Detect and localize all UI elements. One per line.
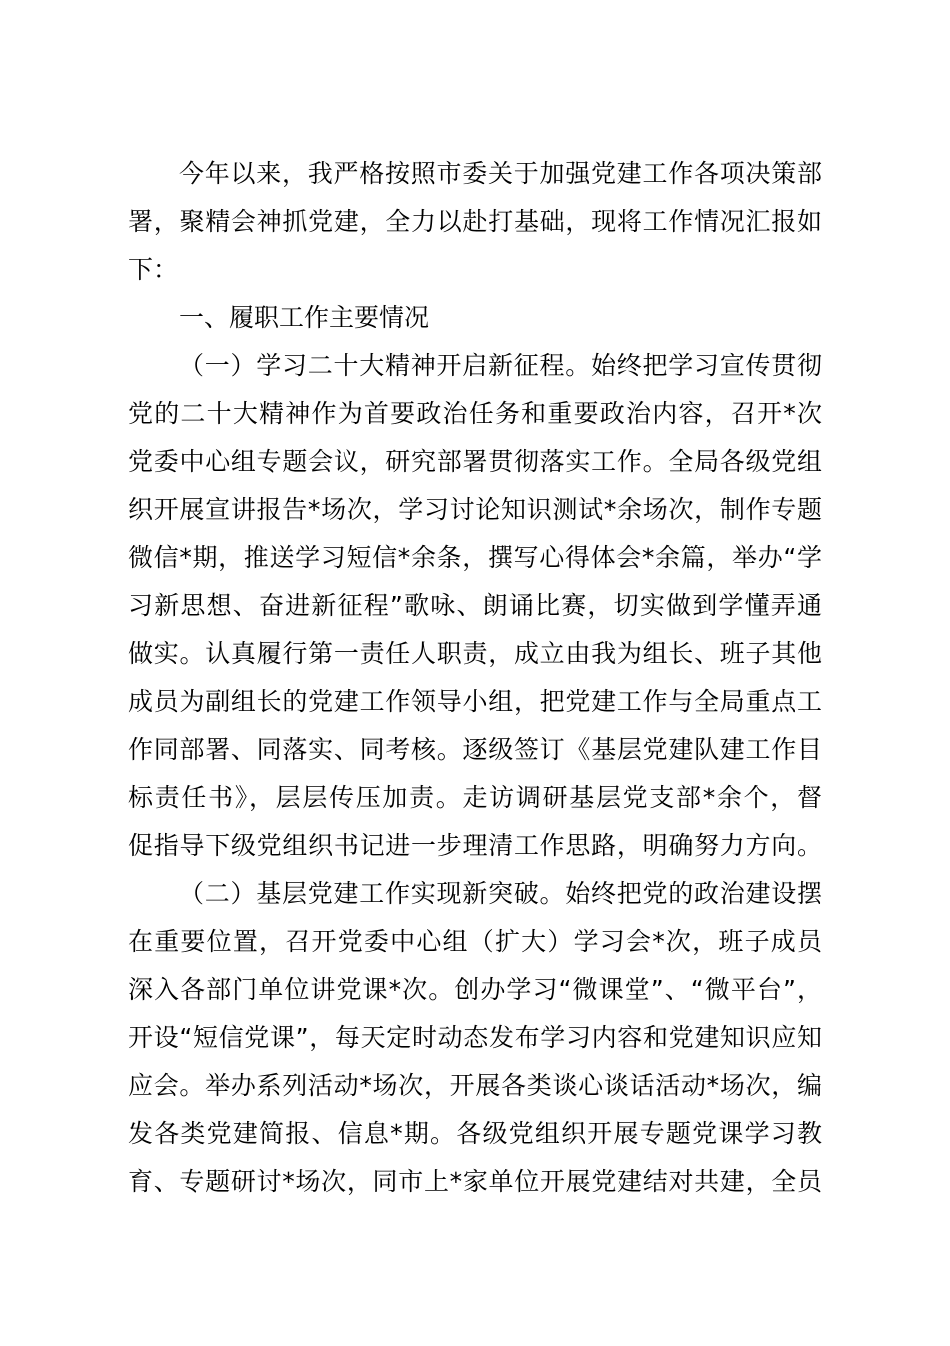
document-body — [128, 150, 822, 1206]
section-2-line-4: 开设“短信党课”，每天定时动态发布学习内容和党建知识应知 — [128, 1023, 822, 1052]
section-2-line-3: 深入各部门单位讲党课*次。创办学习“微课堂”、“微平台”， — [128, 975, 822, 1004]
section-2-line-7: 育、专题研讨*场次，同市上*家单位开展党建结对共建，全员 — [128, 1167, 822, 1196]
section-2-line-2: 在重要位置，召开党委中心组（扩大）学习会*次，班子成员 — [128, 927, 822, 956]
section-1-line-10: 标责任书》，层层传压加责。走访调研基层党支部*余个，督 — [128, 783, 822, 812]
intro-line-1: 今年以来，我严格按照市委关于加强党建工作各项决策部 — [179, 159, 822, 188]
section-1-line-8: 成员为副组长的党建工作领导小组，把党建工作与全局重点工 — [128, 687, 822, 716]
section-1-line-11: 促指导下级党组织书记进一步理清工作思路，明确努力方向。 — [128, 831, 822, 860]
section-1-line-3: 党委中心组专题会议，研究部署贯彻落实工作。全局各级党组 — [128, 447, 822, 476]
intro-line-2: 署，聚精会神抓党建，全力以赴打基础，现将工作情况汇报如 — [128, 207, 822, 236]
section-1-line-6: 习新思想、奋进新征程”歌咏、朗诵比赛，切实做到学懂弄通 — [128, 591, 822, 620]
intro-line-3: 下： — [128, 255, 179, 284]
section-2-line-1: （二）基层党建工作实现新突破。始终把党的政治建设摆 — [179, 879, 822, 908]
section-1-line-5: 微信*期，推送学习短信*余条，撰写心得体会*余篇，举办“学 — [128, 543, 822, 572]
section-1-line-1: （一）学习二十大精神开启新征程。始终把学习宣传贯彻 — [179, 351, 822, 380]
section-1-line-2: 党的二十大精神作为首要政治任务和重要政治内容，召开*次 — [128, 399, 822, 428]
section-1-line-9: 作同部署、同落实、同考核。逐级签订《基层党建队建工作目 — [128, 735, 822, 764]
section-1-line-4: 织开展宣讲报告*场次，学习讨论知识测试*余场次，制作专题 — [128, 495, 822, 524]
section-heading: 一、履职工作主要情况 — [179, 303, 430, 332]
section-2-line-6: 发各类党建简报、信息*期。各级党组织开展专题党课学习教 — [128, 1119, 822, 1148]
section-2-line-5: 应会。举办系列活动*场次，开展各类谈心谈话活动*场次，编 — [128, 1071, 822, 1100]
section-1-line-7: 做实。认真履行第一责任人职责，成立由我为组长、班子其他 — [128, 639, 822, 668]
